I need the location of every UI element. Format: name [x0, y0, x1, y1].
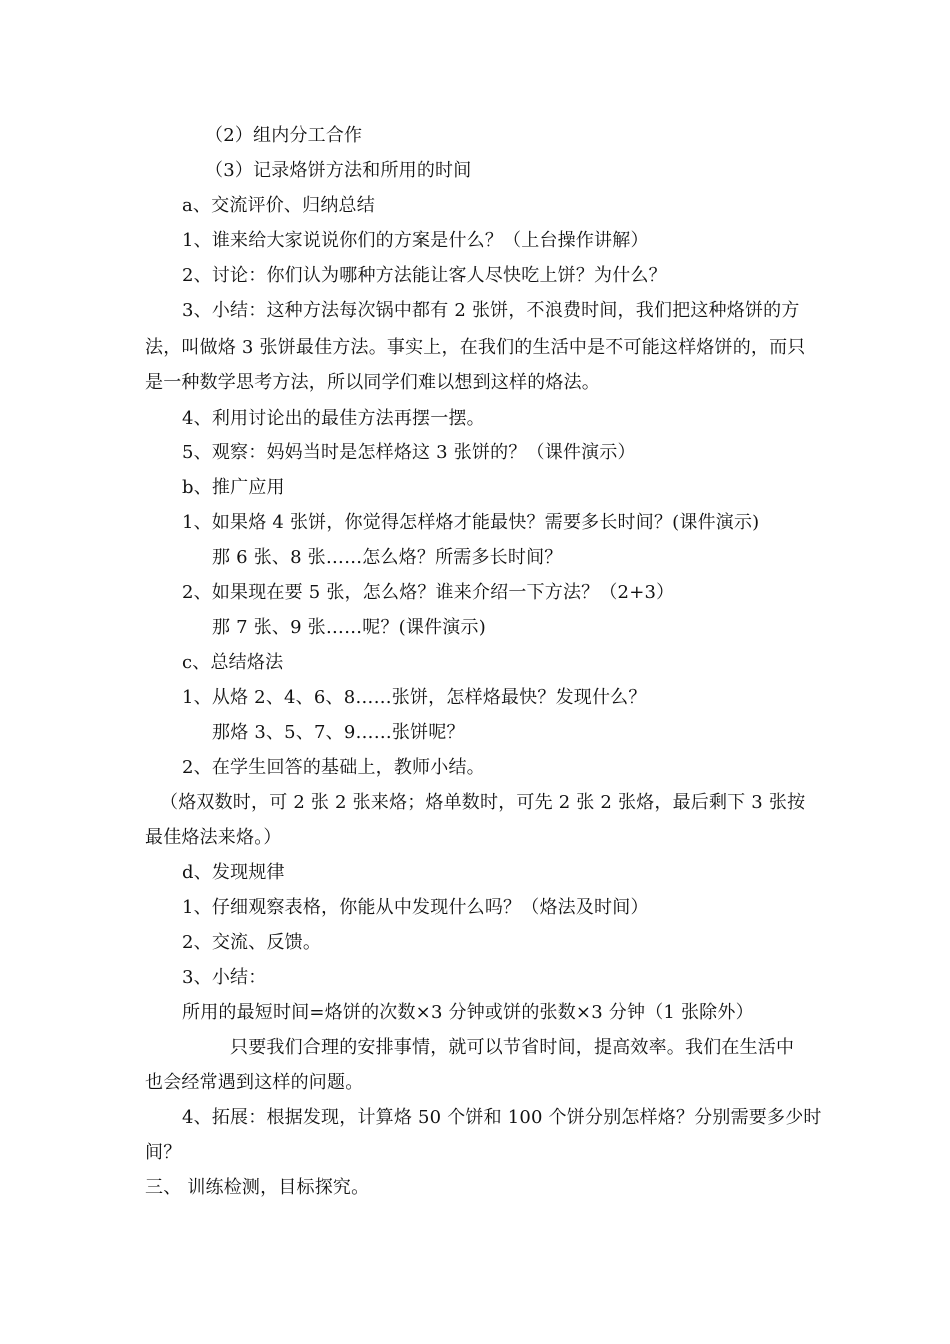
paragraph-line: 5、观察：妈妈当时是怎样烙这 3 张饼的？（课件演示）	[182, 442, 636, 463]
paragraph-line: 1、谁来给大家说说你们的方案是什么？（上台操作讲解）	[182, 230, 649, 251]
paragraph-line: 2、如果现在要 5 张，怎么烙？谁来介绍一下方法？（2+3）	[182, 582, 675, 603]
paragraph-line: 最佳烙法来烙。）	[145, 827, 282, 848]
step-group-division: （2）组内分工合作	[205, 125, 363, 146]
paragraph-line: 4、拓展：根据发现，计算烙 50 个饼和 100 个饼分别怎样烙？分别需要多少时	[182, 1107, 822, 1128]
formula-line: 所用的最短时间=烙饼的次数×3 分钟或饼的张数×3 分钟（1 张除外）	[182, 1002, 754, 1023]
section-c-heading: c、总结烙法	[182, 652, 284, 673]
paragraph-line: 只要我们合理的安排事情，就可以节省时间，提高效率。我们在生活中	[230, 1037, 795, 1058]
paragraph-line: 1、如果烙 4 张饼，你觉得怎样烙才能最快？需要多长时间？(课件演示)	[182, 512, 760, 533]
paragraph-line: 间？	[145, 1142, 182, 1163]
paragraph-line: 1、从烙 2、4、6、8……张饼，怎样烙最快？发现什么？	[182, 687, 647, 708]
paragraph-line: 法，叫做烙 3 张饼最佳方法。事实上，在我们的生活中是不可能这样烙饼的，而只	[145, 337, 806, 358]
section-d-heading: d、发现规律	[182, 862, 285, 883]
paragraph-line: 1、仔细观察表格，你能从中发现什么吗？（烙法及时间）	[182, 897, 649, 918]
section-b-heading: b、推广应用	[182, 477, 285, 498]
section-a-heading: a、交流评价、归纳总结	[182, 195, 375, 216]
step-record-method: （3）记录烙饼方法和所用的时间	[205, 160, 472, 181]
paragraph-line: 2、交流、反馈。	[182, 932, 322, 953]
paragraph-line: （烙双数时，可 2 张 2 张来烙；烙单数时，可先 2 张 2 张烙，最后剩下 3 张按	[160, 792, 806, 813]
paragraph-line: 3、小结：这种方法每次锅中都有 2 张饼，不浪费时间，我们把这种烙饼的方	[182, 300, 800, 321]
paragraph-line: 那 6 张、8 张……怎么烙？所需多长时间？	[212, 547, 563, 568]
paragraph-line: 2、在学生回答的基础上，教师小结。	[182, 757, 485, 778]
paragraph-line: 是一种数学思考方法，所以同学们难以想到这样的烙法。	[145, 372, 600, 393]
paragraph-line: 4、利用讨论出的最佳方法再摆一摆。	[182, 408, 485, 429]
paragraph-line: 那烙 3、5、7、9……张饼呢？	[212, 722, 465, 743]
section-three-heading: 三、 训练检测，目标探究。	[145, 1177, 370, 1198]
paragraph-line: 也会经常遇到这样的问题。	[145, 1072, 364, 1093]
paragraph-line: 那 7 张、9 张……呢？(课件演示)	[212, 617, 486, 638]
paragraph-line: 3、小结：	[182, 967, 267, 988]
paragraph-line: 2、讨论：你们认为哪种方法能让客人尽快吃上饼？为什么？	[182, 265, 667, 286]
